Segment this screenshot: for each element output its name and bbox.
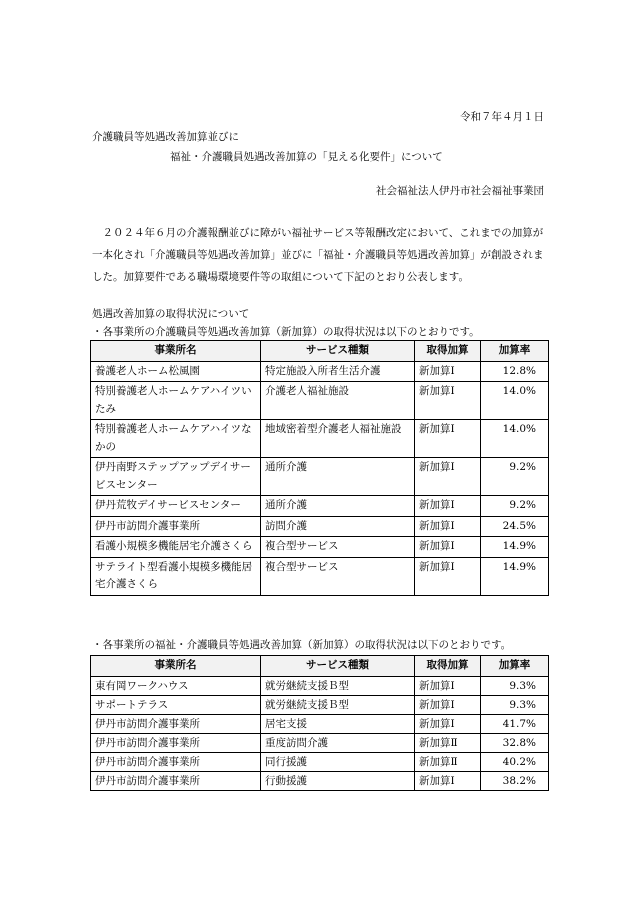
service-type-cell: 通所介護	[261, 458, 415, 496]
service-type-cell: 特定施設入所者生活介護	[261, 361, 415, 382]
rate-cell: 14.9%	[481, 537, 549, 558]
facility-name-cell: サポートテラス	[91, 695, 261, 714]
addition-cell: 新加算Ⅰ	[415, 557, 481, 595]
section-heading: 処遇改善加算の取得状況について	[92, 308, 250, 320]
facility-name-cell: 伊丹南野ステップアップデイサービスセンター	[91, 458, 261, 496]
addition-cell: 新加算Ⅰ	[415, 695, 481, 714]
header-rate: 加算率	[481, 656, 549, 677]
header-service-type: サービス種類	[261, 656, 415, 677]
service-type-cell: 通所介護	[261, 496, 415, 517]
addition-cell: 新加算Ⅰ	[415, 537, 481, 558]
facility-name-cell: 東有岡ワークハウス	[91, 676, 261, 695]
table-row	[91, 458, 549, 496]
facility-name-cell: 看護小規模多機能居宅介護さくら	[91, 537, 261, 558]
service-type-cell: 居宅支援	[261, 714, 415, 733]
header-service-type: サービス種類	[261, 341, 415, 362]
addition-cell: 新加算Ⅰ	[415, 676, 481, 695]
service-type-cell: 複合型サービス	[261, 537, 415, 558]
table-row	[91, 361, 549, 382]
facility-name-cell: 伊丹市訪問介護事業所	[91, 752, 261, 771]
facility-name-cell: 特別養護老人ホームケアハイツいたみ	[91, 382, 261, 420]
facility-name-cell: 伊丹市訪問介護事業所	[91, 771, 261, 790]
rate-cell: 14.9%	[481, 557, 549, 595]
title-line-1: 介護職員等処遇改善加算並びに	[92, 131, 239, 143]
addition-cell: 新加算Ⅰ	[415, 496, 481, 517]
table-row	[91, 420, 549, 458]
table-header-row	[91, 341, 549, 362]
facility-name-cell: 伊丹市訪問介護事業所	[91, 733, 261, 752]
header-facility-name: 事業所名	[91, 341, 261, 362]
service-type-cell: 重度訪問介護	[261, 733, 415, 752]
addition-cell: 新加算Ⅰ	[415, 420, 481, 458]
service-type-cell: 地域密着型介護老人福祉施設	[261, 420, 415, 458]
table-row	[91, 382, 549, 420]
body-text: ２０２４年６月の介護報酬並びに障がい福祉サービス等報酬改定において、これまでの加算が一本化され「介護職員等処遇改善加算」並びに「福祉・介護職員等処遇改善加算」が創設されました。加算要件である職場環境要件等の取組について下記のとおり公表します。	[92, 227, 544, 283]
facility-name-cell: 伊丹荒牧デイサービスセンター	[91, 496, 261, 517]
addition-cell: 新加算Ⅰ	[415, 382, 481, 420]
service-type-cell: 介護老人福祉施設	[261, 382, 415, 420]
table-row	[91, 733, 549, 752]
rate-cell: 14.0%	[481, 382, 549, 420]
document-date: 令和７年４月１日	[460, 111, 544, 123]
service-type-cell: 行動援護	[261, 771, 415, 790]
organization-name: 社会福祉法人伊丹市社会福祉事業団	[376, 185, 544, 197]
table-row	[91, 771, 549, 790]
care-staff-addition-table	[90, 340, 549, 596]
addition-cell: 新加算Ⅰ	[415, 714, 481, 733]
facility-name-cell: 伊丹市訪問介護事業所	[91, 714, 261, 733]
rate-cell: 24.5%	[481, 516, 549, 537]
rate-cell: 9.2%	[481, 496, 549, 517]
rate-cell: 12.8%	[481, 361, 549, 382]
addition-cell: 新加算Ⅰ	[415, 771, 481, 790]
service-type-cell: 同行援護	[261, 752, 415, 771]
rate-cell: 14.0%	[481, 420, 549, 458]
rate-cell: 40.2%	[481, 752, 549, 771]
table-header-row	[91, 656, 549, 677]
addition-cell: 新加算Ⅰ	[415, 458, 481, 496]
table1-intro: ・各事業所の介護職員等処遇改善加算（新加算）の取得状況は以下のとおりです。	[92, 326, 480, 338]
rate-cell: 41.7%	[481, 714, 549, 733]
header-addition: 取得加算	[415, 341, 481, 362]
table2-intro: ・各事業所の福祉・介護職員等処遇改善加算（新加算）の取得状況は以下のとおりです。	[92, 639, 512, 651]
rate-cell: 32.8%	[481, 733, 549, 752]
service-type-cell: 就労継続支援Ｂ型	[261, 676, 415, 695]
rate-cell: 38.2%	[481, 771, 549, 790]
table-row	[91, 695, 549, 714]
table-row	[91, 752, 549, 771]
header-facility-name: 事業所名	[91, 656, 261, 677]
table-row	[91, 676, 549, 695]
header-addition: 取得加算	[415, 656, 481, 677]
addition-cell: 新加算Ⅱ	[415, 752, 481, 771]
header-rate: 加算率	[481, 341, 549, 362]
rate-cell: 9.3%	[481, 676, 549, 695]
welfare-staff-addition-table	[90, 655, 549, 791]
addition-cell: 新加算Ⅱ	[415, 733, 481, 752]
table-row	[91, 496, 549, 517]
table-row	[91, 714, 549, 733]
addition-cell: 新加算Ⅰ	[415, 516, 481, 537]
title-line-2: 福祉・介護職員処遇改善加算の「見える化要件」について	[170, 151, 443, 163]
table-row	[91, 557, 549, 595]
service-type-cell: 就労継続支援Ｂ型	[261, 695, 415, 714]
facility-name-cell: 伊丹市訪問介護事業所	[91, 516, 261, 537]
addition-cell: 新加算Ⅰ	[415, 361, 481, 382]
rate-cell: 9.3%	[481, 695, 549, 714]
table-row	[91, 537, 549, 558]
service-type-cell: 訪問介護	[261, 516, 415, 537]
body-paragraph	[92, 222, 550, 288]
rate-cell: 9.2%	[481, 458, 549, 496]
facility-name-cell: 養護老人ホーム松風園	[91, 361, 261, 382]
table-row	[91, 516, 549, 537]
service-type-cell: 複合型サービス	[261, 557, 415, 595]
facility-name-cell: サテライト型看護小規模多機能居宅介護さくら	[91, 557, 261, 595]
facility-name-cell: 特別養護老人ホームケアハイツなかの	[91, 420, 261, 458]
